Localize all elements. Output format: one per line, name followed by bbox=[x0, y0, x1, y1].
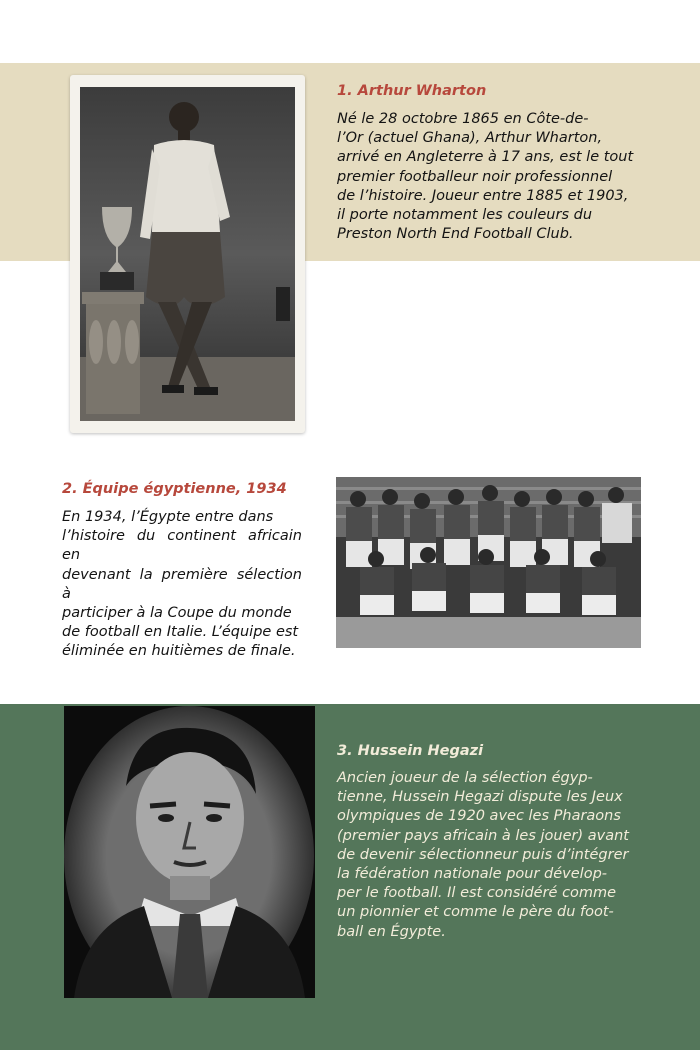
section-1-heading: 1. Arthur Wharton bbox=[337, 83, 487, 99]
section-3-heading: 3. Hussein Hegazi bbox=[337, 743, 484, 759]
arthur-wharton-photo bbox=[70, 75, 305, 433]
egyptian-team-photo bbox=[336, 477, 641, 648]
hussein-hegazi-photo bbox=[64, 706, 315, 998]
section-1-text: Né le 28 octobre 1865 en Côte-de- l’Or (actuel Ghana), Arthur Wharton, arrivé en Angleterre à 17 ans, est le tout premier footballeur noir professionnel de l’histoire. Joueur entre 1885 et 1903, il porte notamment les couleurs du Preston North End Football Club. bbox=[337, 111, 634, 243]
section-3-text: Ancien joueur de la sélection égyp- tienne, Hussein Hegazi dispute les Jeux olympiques de 1920 avec les Pharaons (premier pays africain à les jouer) avant de devenir sélectionneur puis d’intégrer la fédération nationale pour dévelop- per le football. Il est considéré comme un pionnier et comme le père du foot- ball en Égypte. bbox=[337, 770, 629, 940]
section-2-heading: 2. Équipe égyptienne, 1934 bbox=[62, 481, 287, 497]
section-2-text: En 1934, l’Égypte entre dans l’histoire du continent africain en devenant la première sélection à participer à la Coupe du monde de football en Italie. L’équipe est éliminée en huitièmes de finale. bbox=[62, 509, 302, 660]
